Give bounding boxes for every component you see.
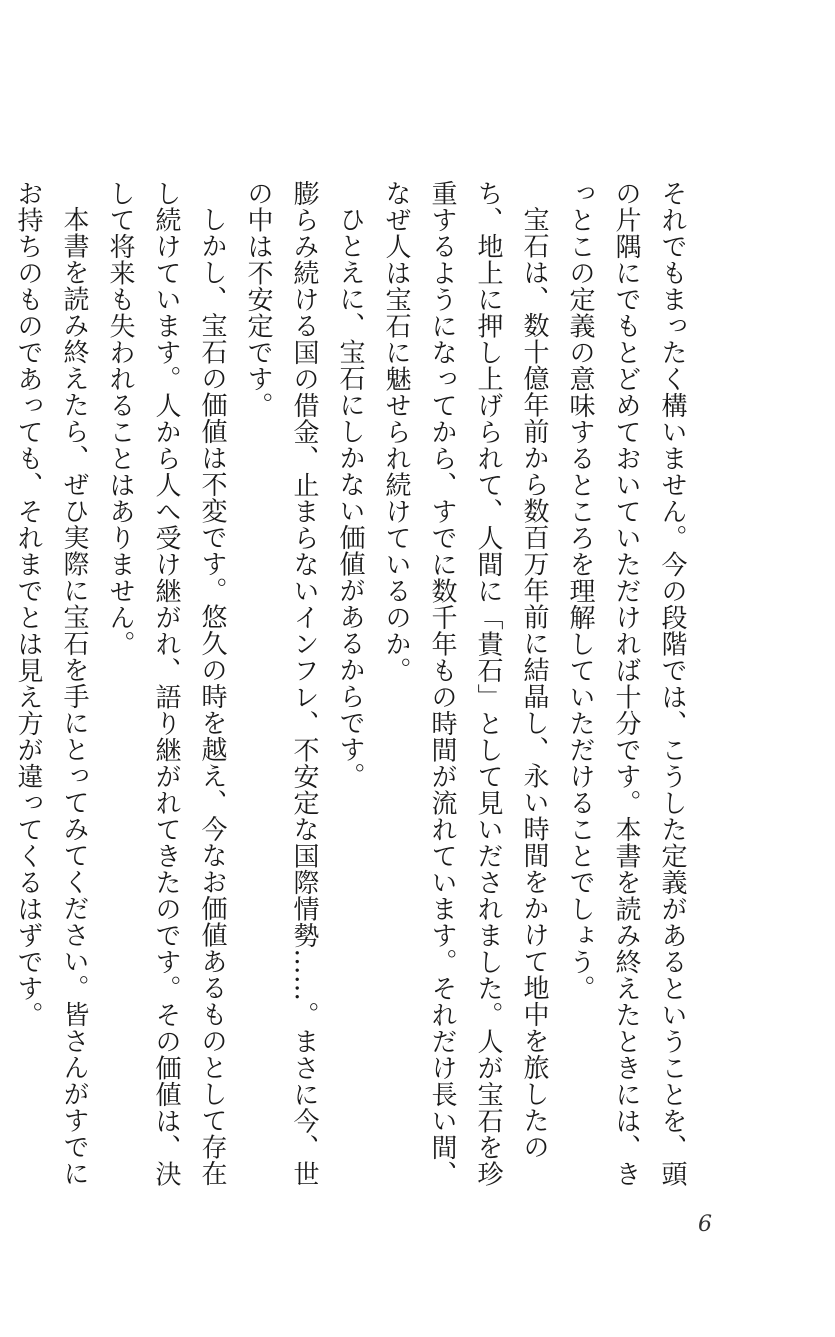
page-number: 6	[698, 1212, 712, 1237]
paragraph-4: 膨らみ続ける国の借金、止まらないインフレ、不安定な国際情勢……。まさに今、世の中は不安定です。	[243, 180, 319, 1187]
paragraph-6: 本書を読み終えたら、ぜひ実際に宝石を手にとってみてください。皆さんがすでにお持ちのものであっても、それまでとは見え方が違ってくるはずです。	[13, 180, 89, 1187]
paragraph-2: 宝石は、数十億年前から数百万年前に結晶し、永い時間をかけて地中を旅したのち、地上に押し上げられて、人間に「貴石」として見いだされました。人が宝石を珍重するようになってから、すでに数千年もの時間が流れています。それだけ長い間、なぜ人は宝石に魅せられ続けているのか。	[381, 180, 549, 1187]
paragraph-3: ひとえに、宝石にしかない価値があるからです。	[335, 206, 365, 789]
vertical-text-body	[5, 180, 695, 1200]
paragraph-1: それでもまったく構いません。今の段階では、こうした定義があるということを、頭の片隅にでもとどめておいていただければ十分です。本書を読み終えたときには、きっとこの定義の意味するところを理解していただけることでしょう。	[565, 180, 687, 1187]
paragraph-5: しかし、宝石の価値は不変です。悠久の時を越え、今なお価値あるものとして存在し続けています。人から人へ受け継がれ、語り継がれてきたのです。その価値は、決して将来も失われることはありません。	[105, 180, 227, 1187]
